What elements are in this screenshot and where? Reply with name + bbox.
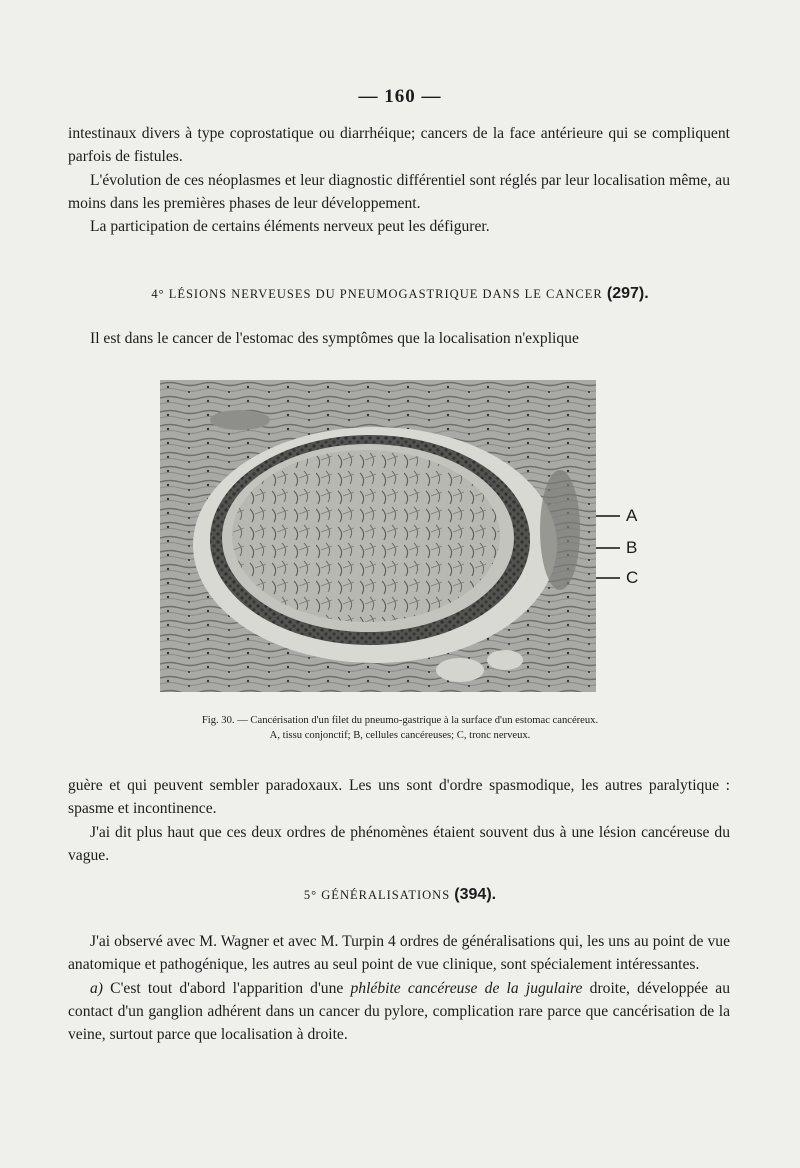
caption-line: Fig. 30. — Cancérisation d'un filet du pneumo-gastrique à la surface d'un estomac cancéreux. [201, 715, 599, 726]
paragraph [68, 977, 730, 1047]
figure-labels [596, 500, 676, 600]
section-ref: (394). [454, 886, 497, 903]
paragraph: intestinaux divers à type coprostatique ou diarrhéique; cancers de la face antérieure qui se compliquent parfois de fistules. [68, 125, 730, 166]
section-heading-4 [0, 285, 800, 303]
paragraph: La participation de certains éléments nerveux peut les défigurer. [90, 218, 490, 236]
section-title: 5° GÉNÉRALISATIONS [303, 888, 451, 902]
paragraph: Il est dans le cancer de l'estomac des symptômes que la localisation n'explique [90, 330, 579, 347]
paragraph: J'ai observé avec M. Wagner et avec M. Turpin 4 ordres de généralisations qui, les uns au point de vue anatomique et pathogénique, les autres au seul point de vue clinique, sont spécialement intéressantes. [68, 933, 730, 974]
paragraph: guère et qui peuvent sembler paradoxaux. Les uns sont d'ordre spasmodique, les autres paralytique : spasme et incontinence. [68, 777, 730, 818]
section-ref: (297). [606, 285, 649, 302]
middle-text-block [68, 774, 730, 867]
text-run: C'est tout d'abord l'apparition d'une [103, 979, 351, 997]
figure-caption [0, 713, 800, 743]
section5-text-block [68, 930, 730, 1046]
emphasis-run: phlébite cancéreuse de la jugulaire [350, 979, 583, 997]
figure-label-a: A [626, 506, 638, 525]
text-run: droite, développée au contact d'un ganglion adhérent dans un cancer du pylore, complication rare parce que cancérisation de la veine, surtout parce que localisation à droite. [68, 979, 731, 1044]
caption-line: A, tissu conjonctif; B, cellules cancéreuses; C, tronc nerveux. [269, 730, 531, 741]
section4-intro-block [68, 327, 730, 350]
page-number: — 160 — [358, 86, 442, 107]
section-title: 4° LÉSIONS NERVEUSES DU PNEUMOGASTRIQUE DANS LE CANCER [151, 287, 603, 301]
micrograph-illustration [160, 380, 596, 692]
list-marker: a) [90, 979, 103, 997]
paragraph: J'ai dit plus haut que ces deux ordres de phénomènes étaient souvent dus à une lésion cancéreuse du vague. [68, 823, 730, 864]
section-heading-5 [0, 886, 800, 904]
figure-label-c: C [626, 568, 639, 587]
figure-label-b: B [626, 538, 638, 557]
top-text-block [68, 122, 730, 238]
paragraph: L'évolution de ces néoplasmes et leur diagnostic différentiel sont réglés par leur localisation même, au moins dans les premières phases de leur développement. [68, 171, 730, 212]
histology-figure [160, 380, 596, 692]
